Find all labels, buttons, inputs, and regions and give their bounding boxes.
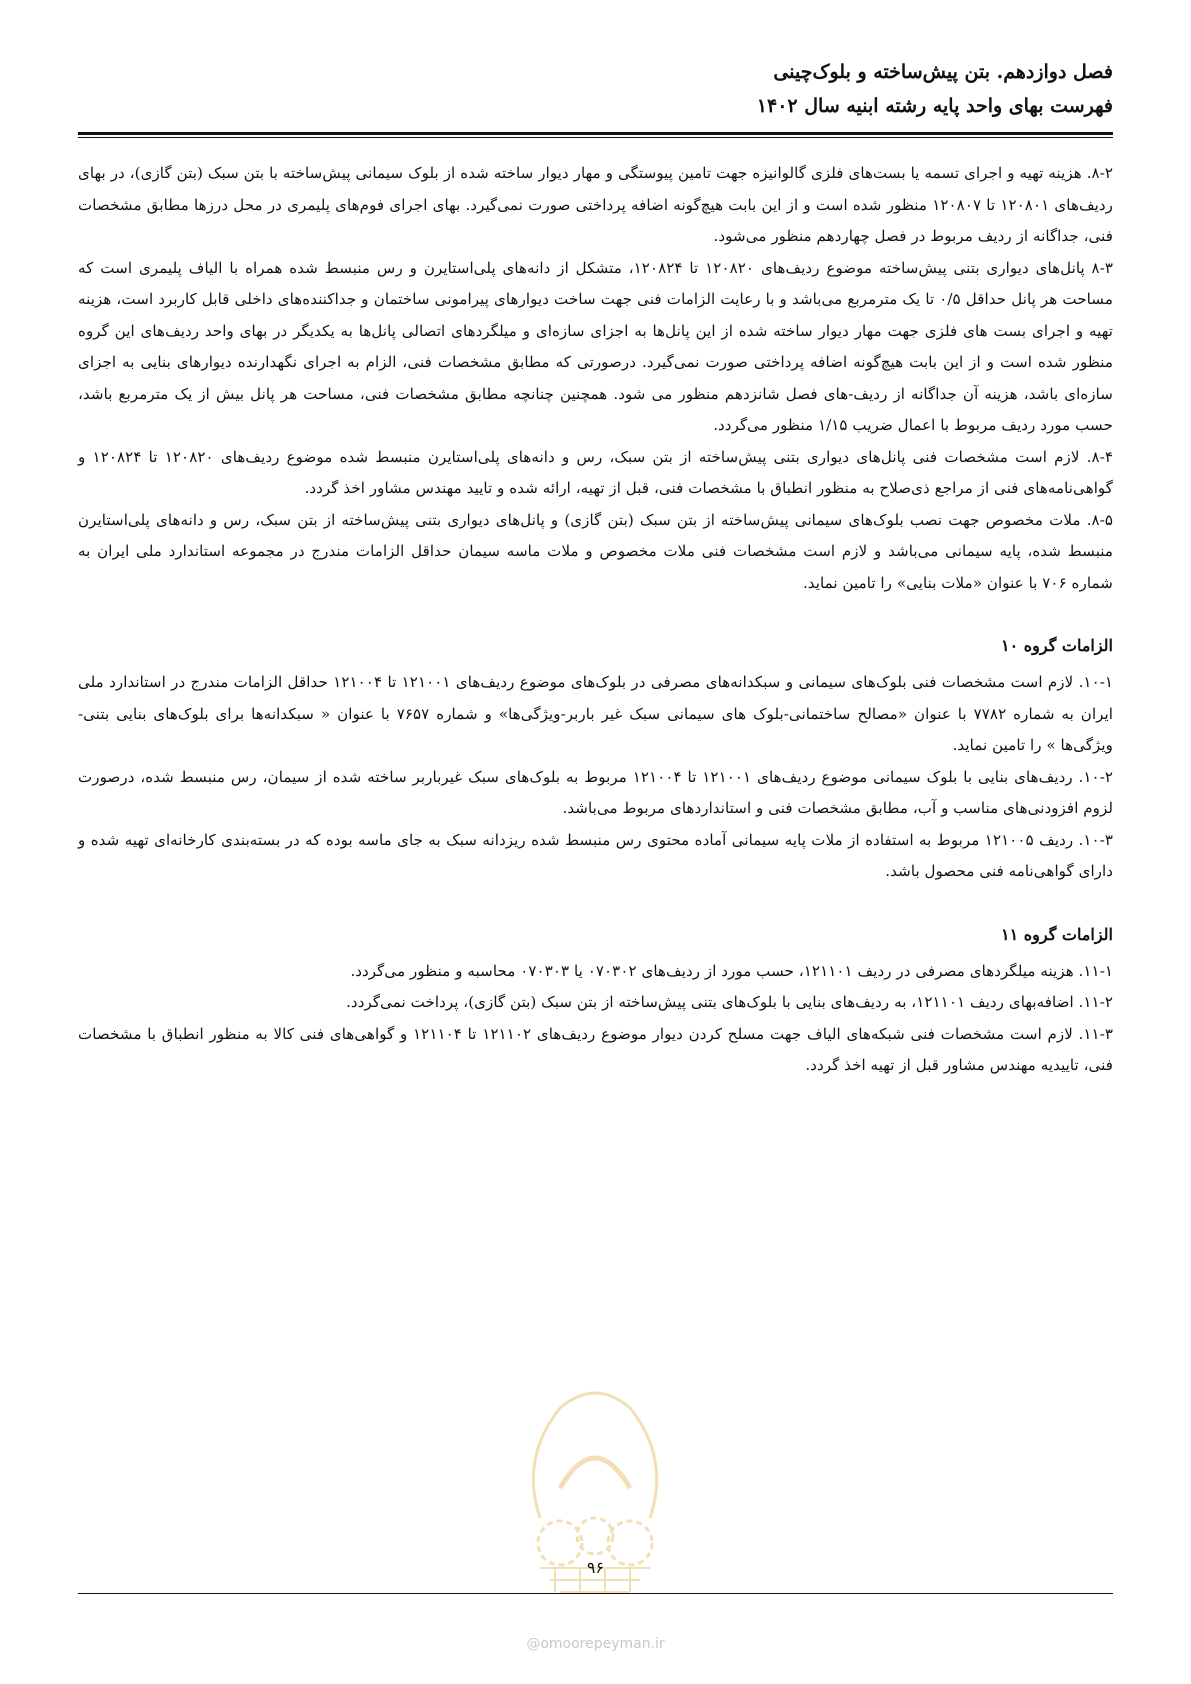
page-number: ۹۶ bbox=[586, 1558, 605, 1577]
paragraph-8-5: ۸-۵. ملات مخصوص جهت نصب بلوک‌های سیمانی پیش‌ساخته از بتن سبک (بتن گازی) و پانل‌های دیواری بتنی پیش‌ساخته از بتن سبک، رس و دانه‌های پلی‌استایرن منبسط شده، پایه سیمانی می‌باشد و لازم است مشخصات فنی ملات مخصوص و ملات ماسه سیمان حداقل الزامات مندرج در مجموعه استاندارد ملی ایران به شماره ۷۰۶ با عنوان «ملات بنایی» را تامین نماید. bbox=[78, 510, 1113, 592]
footer-rule bbox=[78, 1593, 1113, 1594]
paragraph-10-2: ۱۰-۲. ردیف‌های بنایی با بلوک سیمانی موضوع ردیف‌های ۱۲۱۰۰۱ تا ۱۲۱۰۰۴ مربوط به بلوک‌های سبک غیرباربر ساخته شده از سیمان، رس منبسط شده، درصورت لزوم افزودنی‌های مناسب و آب، مطابق مشخصات فنی و استانداردهای مربوط می‌باشد. bbox=[78, 767, 1113, 817]
paragraph-10-3: ۱۰-۳. ردیف ۱۲۱۰۰۵ مربوط به استفاده از ملات پایه سیمانی آماده محتوی رس منبسط شده ریزدانه سبک به جای ماسه بوده که در بسته‌بندی کارخانه‌ای تهیه شده و دارای گواهی‌نامه فنی محصول باشد. bbox=[78, 830, 1113, 880]
paragraph-8-2: ۸-۲. هزینه تهیه و اجرای تسمه یا بست‌های فلزی گالوانیزه جهت تامین پیوستگی و مهار دیوار ساخته شده از بلوک سیمانی پیش‌ساخته با بتن سبک (بتن گازی)، در بهای ردیف‌های ۱۲۰۸۰۱ تا ۱۲۰۸۰۷ منظور شده است و از این بابت هیچ‌گونه اضافه پرداختی صورت نمی‌گیرد. بهای اجرای فوم‌های پلیمری در محل درزها مطابق مشخصات فنی، جداگانه از ردیف مربوط در فصل چهاردهم منظور می‌شود. bbox=[78, 164, 1113, 245]
paragraph-10-1: ۱۰-۱. لازم است مشخصات فنی بلوک‌های سیمانی و سبکدانه‌های مصرفی در بلوک‌های موضوع ردیف‌های ۱۲۱۰۰۱ تا ۱۲۱۰۰۴ حداقل الزامات مندرج در استاندارد ملی ایران به شماره ۷۷۸۲ با عنوان «مصالح ساختمانی-بلوک های سیمانی سبک غیر باربر-ویژگی‌ها» و شماره ۷۶۵۷ با عنوان « سبکدانه‌ها برای بلوک‌های بنایی بتنی-ویژگی‌ها » را تامین نماید. bbox=[78, 673, 1114, 754]
paragraph-11-1: ۱۱-۱. هزینه میلگردهای مصرفی در ردیف ۱۲۱۱۰۱، حسب مورد از ردیف‌های ۰۷۰۳۰۲ یا ۰۷۰۳۰۳ محاسبه و منظور می‌گردد. bbox=[350, 961, 1113, 980]
paragraph-8-3: ۸-۳ پانل‌های دیواری بتنی پیش‌ساخته موضوع ردیف‌های ۱۲۰۸۲۰ تا ۱۲۰۸۲۴، متشکل از دانه‌های پلی‌استایرن و رس منبسط شده همراه با الیاف پلیمری است که مساحت هر پانل حداقل ۰/۵ تا یک مترمربع می‌باشد و با رعایت الزامات فنی جهت ساخت دیوارهای پیرامونی ساختمان و جداکننده‌های داخلی قابل کاربرد است، هزینه تهیه و اجرای بست های فلزی جهت مهار دیوار ساخته شده از این پانل‌ها به اجزای سازه‌ای و میلگردهای اتصالی پانل‌ها به یکدیگر در بهای واحد ردیف‌های این گروه منظور شده است و از این بابت هیچ‌گونه اضافه پرداختی صورت نمی‌گیرد. درصورتی که مطابق مشخصات فنی، الزام به اجرای نگهدارنده دیوارهای بنایی به اجزای سازه‌ای باشد، هزینه آن جداگانه از ردیف-های فصل شانزدهم منظور می شود. همچنین چنانچه مطابق مشخصات فنی، مساحت هر پانل بیش از یک مترمربع باشد، حسب مورد ردیف مربوط با اعمال ضریب ۱/۱۵ منظور می‌گردد. bbox=[78, 258, 1113, 434]
group-11-heading: الزامات گروه ۱۱ bbox=[1001, 924, 1113, 944]
group-10-heading: الزامات گروه ۱۰ bbox=[1001, 636, 1113, 655]
paragraph-11-2: ۱۱-۲. اضافه‌بهای ردیف ۱۲۱۱۰۱، به ردیف‌های بنایی با بلوک‌های بتنی پیش‌ساخته از بتن سبک (بتن گازی)، پرداخت نمی‌گردد. bbox=[346, 993, 1113, 1011]
price-list-title: فهرست بهای واحد پایه رشته ابنیه سال ۱۴۰۲ bbox=[756, 95, 1113, 117]
paragraph-11-3: ۱۱-۳. لازم است مشخصات فنی شبکه‌های الیاف جهت مسلح کردن دیوار موضوع ردیف‌های ۱۲۱۱۰۲ تا ۱۲۱۱۰۴ و گواهی‌های فنی کالا به منظور انطباق با مشخصات فنی، تاییدیه مهندس مشاور قبل از تهیه اخذ گردد. bbox=[78, 1024, 1113, 1074]
header-rule-thin bbox=[78, 137, 1113, 138]
chapter-title: فصل دوازدهم. بتن پیش‌ساخته و بلوک‌چینی bbox=[773, 61, 1113, 83]
page-header bbox=[78, 55, 1113, 123]
paragraph-8-4: ۸-۴. لازم است مشخصات فنی پانل‌های دیواری بتنی پیش‌ساخته از بتن سبک، رس و دانه‌های پلی‌استایرن منبسط شده موضوع ردیف‌های ۱۲۰۸۲۰ تا ۱۲۰۸۲۴ و گواهی‌نامه‌های فنی از مراجع ذی‌صلاح به منظور انطباق با مشخصات فنی، قبل از تهیه، ارائه شده و تایید مهندس مشاور اخذ گردد. bbox=[78, 447, 1113, 497]
document-body bbox=[78, 158, 1113, 1082]
watermark-url: @omoorepeyman.ir bbox=[526, 1636, 665, 1652]
header-rule-thick bbox=[78, 132, 1113, 135]
